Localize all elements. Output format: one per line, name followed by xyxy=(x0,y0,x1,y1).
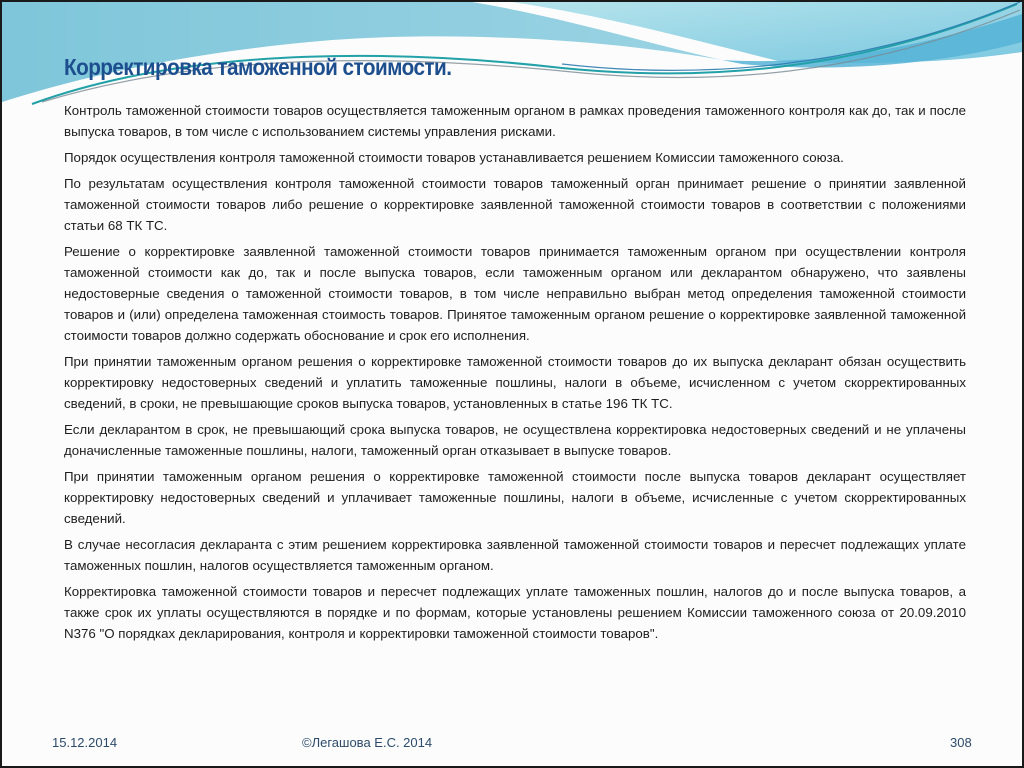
paragraph: Порядок осуществления контроля таможенной стоимости товаров устанавливается решением Комиссии таможенного союза. xyxy=(64,150,844,165)
paragraph: Решение о корректировке заявленной таможенной стоимости товаров принимается таможенным органом при осуществлении контроля таможенной стоимости как до, так и после выпуска товаров, если таможенным органом или декларантом обнаружено, что заявлены недостоверные сведения о таможенной стоимости товаров, в том числе неправильно выбран метод определения таможенной стоимости товаров и (или) определена таможенная стоимость товаров. Принятое таможенным органом решение о корректировке заявленной таможенной стоимости товаров должно содержать обоснование и срок его исполнения. xyxy=(64,244,966,343)
paragraph: При принятии таможенным органом решения о корректировке таможенной стоимости товаров до их выпуска декларант обязан осуществить корректировку недостоверных сведений и уплатить таможенные пошлины, налоги в объеме, исчисленном с учетом скорректированных сведений, в сроки, не превышающие сроков выпуска товаров, установленных в статье 196 ТК ТС. xyxy=(64,354,966,411)
paragraph: По результатам осуществления контроля таможенной стоимости товаров таможенный орган принимает решение о принятии заявленной таможенной стоимости товаров либо решение о корректировке заявленной таможенной стоимости товаров в соответствии с положениями статьи 68 ТК ТС. xyxy=(64,176,966,233)
paragraph: В случае несогласия декларанта с этим решением корректировка заявленной таможенной стоимости товаров и пересчет подлежащих уплате таможенных пошлин, налогов осуществляется таможенным органом. xyxy=(64,537,966,573)
footer-copyright: ©Легашова Е.С. 2014 xyxy=(302,735,433,750)
slide-body xyxy=(64,100,966,649)
paragraph: Корректировка таможенной стоимости товаров и пересчет подлежащих уплате таможенных пошлин, налогов до и после выпуска товаров, а также срок их уплаты осуществляются в порядке и по формам, которые установлены решением Комиссии таможенного союза от 20.09.2010 N376 "О порядках декларирования, контроля и корректировки таможенной стоимости товаров". xyxy=(64,584,966,641)
slide-title: Корректировка таможенной стоимости. xyxy=(64,54,452,80)
footer-date: 15.12.2014 xyxy=(52,735,118,750)
slide-number: 308 xyxy=(950,735,972,750)
paragraph: Контроль таможенной стоимости товаров осуществляется таможенным органом в рамках проведения таможенного контроля как до, так и после выпуска товаров, в том числе с использованием системы управления рисками. xyxy=(64,103,966,139)
paragraph: При принятии таможенным органом решения о корректировке таможенной стоимости после выпуска товаров декларант осуществляет корректировку недостоверных сведений и уплачивает таможенные пошлины, налоги в объеме, исчисленные с учетом скорректированных сведений. xyxy=(64,469,966,526)
slide xyxy=(2,2,1022,766)
paragraph: Если декларантом в срок, не превышающий срока выпуска товаров, не осуществлена корректировка недостоверных сведений и не уплачены доначисленные таможенные пошлины, налоги, таможенный орган отказывает в выпуске товаров. xyxy=(64,422,966,458)
